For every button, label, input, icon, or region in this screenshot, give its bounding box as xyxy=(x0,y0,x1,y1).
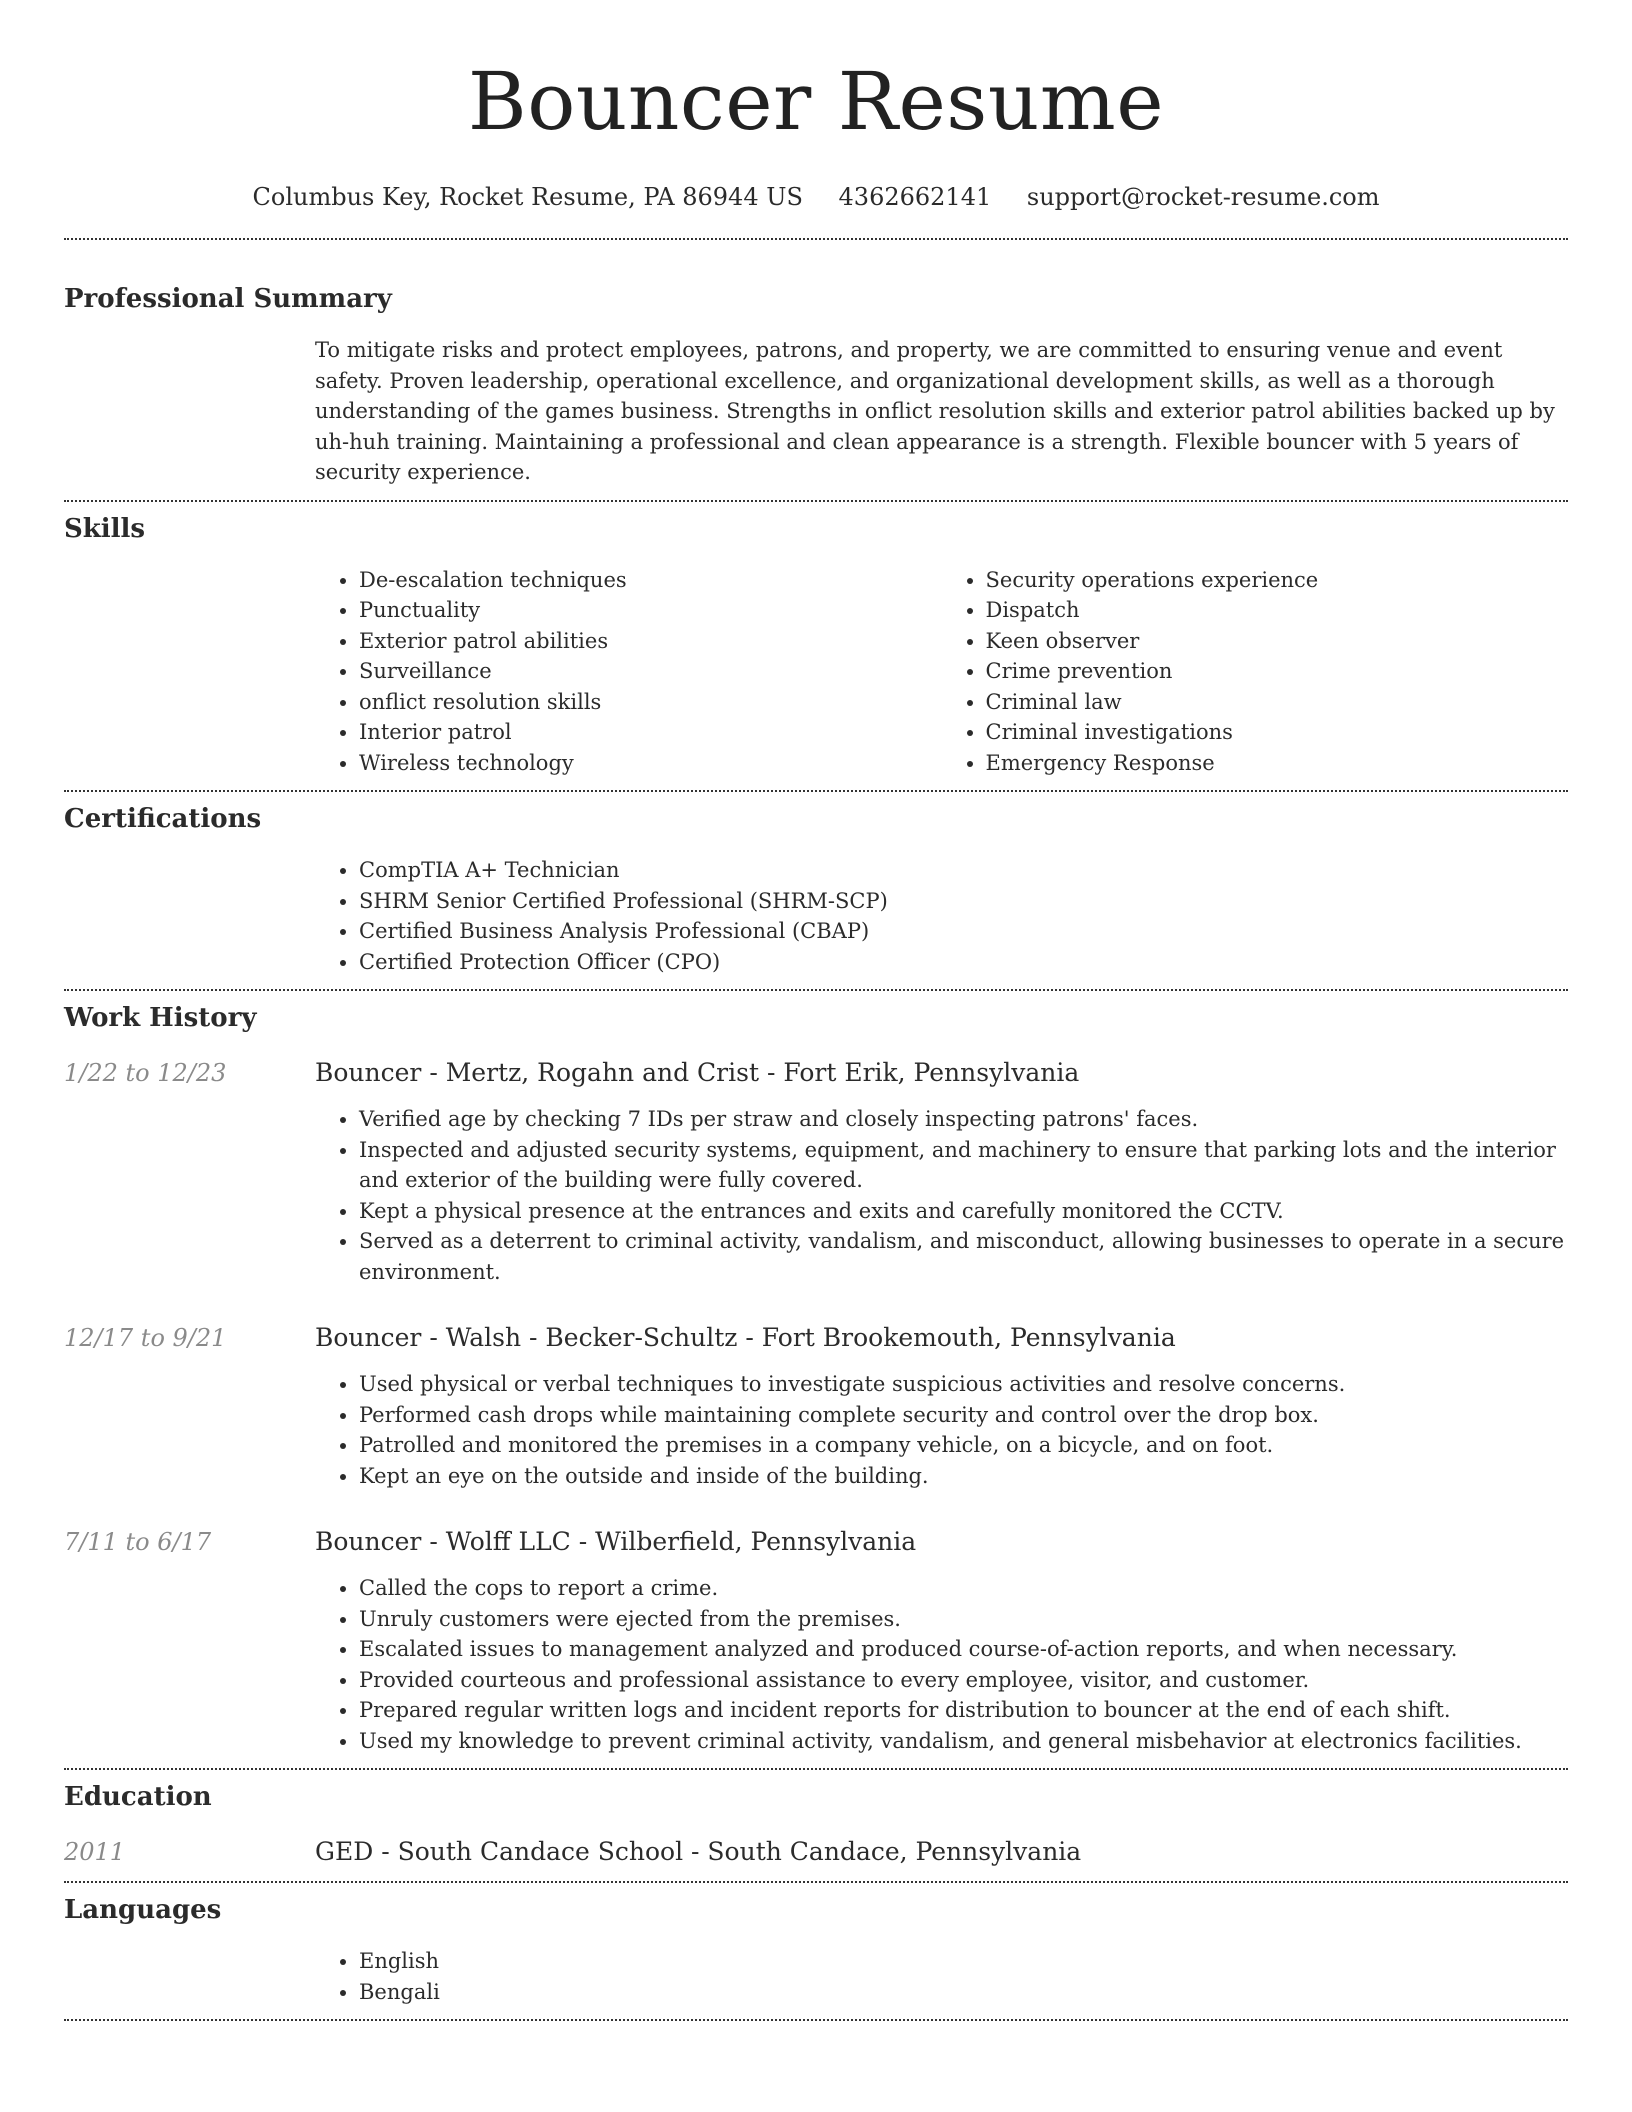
job-bullet: • Inspected and adjusted security systems, equipment, and machinery to ensure that parking lots and the interior and exterior of the building were fully covered. xyxy=(359,1135,1568,1196)
job-bullets xyxy=(315,1573,1568,1756)
education-entry xyxy=(64,1835,1568,1869)
language-item: • Bengali xyxy=(359,1977,1568,2008)
education-degree: GED - South Candace School - South Candace, Pennsylvania xyxy=(315,1837,1082,1866)
languages-list xyxy=(315,1946,1568,2007)
language-item: • English xyxy=(359,1946,1568,1977)
education-heading: Education xyxy=(64,1782,212,1812)
skill-item: • Emergency Response xyxy=(986,748,1569,779)
job-description xyxy=(315,1573,1568,1756)
skills-section xyxy=(64,502,1568,779)
languages-heading: Languages xyxy=(64,1895,222,1925)
job-bullet: • Unruly customers were ejected from the premises. xyxy=(359,1604,1568,1635)
skills-list-left xyxy=(315,565,942,779)
certifications-section xyxy=(64,792,1568,977)
education-year: 2011 xyxy=(64,1838,126,1866)
job-bullet: • Used physical or verbal techniques to investigate suspicious activities and resolve concerns. xyxy=(359,1369,1568,1400)
skill-item: • Dispatch xyxy=(986,595,1569,626)
contact-address: Columbus Key, Rocket Resume, PA 86944 US xyxy=(252,183,803,211)
skill-item: • Punctuality xyxy=(359,595,942,626)
work-history-section xyxy=(64,991,1568,1756)
languages-section xyxy=(64,1883,1568,2007)
job-header xyxy=(64,1321,1568,1355)
certifications-list xyxy=(315,855,1568,977)
skill-item: • Interior patrol xyxy=(359,717,942,748)
job-bullet: • Used my knowledge to prevent criminal activity, vandalism, and general misbehavior at electronics facilities. xyxy=(359,1726,1568,1757)
skill-item: • Exterior patrol abilities xyxy=(359,626,942,657)
job-bullet: • Escalated issues to management analyzed and produced course-of-action reports, and when necessary. xyxy=(359,1634,1568,1665)
skill-item: • Wireless technology xyxy=(359,748,942,779)
job-entry xyxy=(64,1321,1568,1491)
skill-item: • De-escalation techniques xyxy=(359,565,942,596)
job-bullet: • Kept a physical presence at the entrances and exits and carefully monitored the CCTV. xyxy=(359,1196,1568,1227)
summary-section xyxy=(64,240,1568,488)
job-title: Bouncer - Mertz, Rogahn and Crist - Fort Erik, Pennsylvania xyxy=(315,1058,1080,1087)
job-bullet: • Served as a deterrent to criminal activity, vandalism, and misconduct, allowing businesses to operate in a secure environment. xyxy=(359,1226,1568,1287)
certification-item: • CompTIA A+ Technician xyxy=(359,855,1568,886)
job-dates: 12/17 to 9/21 xyxy=(64,1324,227,1352)
job-entry xyxy=(64,1525,1568,1756)
skill-item: • onflict resolution skills xyxy=(359,687,942,718)
job-bullet: • Performed cash drops while maintaining complete security and control over the drop box. xyxy=(359,1400,1568,1431)
certification-item: • Certified Business Analysis Professional (CBAP) xyxy=(359,916,1568,947)
skill-item: • Surveillance xyxy=(359,656,942,687)
contact-email: support@rocket-resume.com xyxy=(1026,183,1380,211)
skills-heading: Skills xyxy=(64,513,146,544)
job-bullet: • Patrolled and monitored the premises in a company vehicle, on a bicycle, and on foot. xyxy=(359,1430,1568,1461)
contact-phone: 4362662141 xyxy=(838,183,992,211)
certification-item: • SHRM Senior Certified Professional (SHRM-SCP) xyxy=(359,886,1568,917)
job-description xyxy=(315,1369,1568,1491)
job-description xyxy=(315,1104,1568,1287)
job-dates: 7/11 to 6/17 xyxy=(64,1528,212,1556)
certifications-content xyxy=(315,855,1568,977)
job-bullets xyxy=(315,1104,1568,1287)
contact-line xyxy=(64,180,1568,214)
job-bullet: • Provided courteous and professional assistance to every employee, visitor, and customer. xyxy=(359,1665,1568,1696)
summary-heading: Professional Summary xyxy=(64,284,392,314)
resume-title: Bouncer Resume xyxy=(467,55,1165,148)
divider xyxy=(64,2019,1568,2021)
skills-list-right xyxy=(942,565,1569,779)
skills-grid xyxy=(315,565,1568,779)
skill-item: • Criminal law xyxy=(986,687,1569,718)
certifications-heading: Certifications xyxy=(64,804,262,834)
job-bullets xyxy=(315,1369,1568,1491)
job-header xyxy=(64,1525,1568,1559)
work-history-heading: Work History xyxy=(64,1003,257,1033)
skill-item: • Keen observer xyxy=(986,626,1569,657)
job-entry xyxy=(64,1056,1568,1287)
job-bullet: • Called the cops to report a crime. xyxy=(359,1573,1568,1604)
job-bullet: • Verified age by checking 7 IDs per straw and closely inspecting patrons' faces. xyxy=(359,1104,1568,1135)
job-bullet: • Prepared regular written logs and incident reports for distribution to bouncer at the end of each shift. xyxy=(359,1695,1568,1726)
skill-item: • Crime prevention xyxy=(986,656,1569,687)
job-bullet: • Kept an eye on the outside and inside of the building. xyxy=(359,1461,1568,1492)
job-title: Bouncer - Wolff LLC - Wilberfield, Pennsylvania xyxy=(315,1527,917,1556)
job-header xyxy=(64,1056,1568,1090)
languages-content xyxy=(315,1946,1568,2007)
summary-text: To mitigate risks and protect employees, patrons, and property, we are committed to ensuring venue and event safety. Proven leadership, operational excellence, and organizational development skills, as well as a thorough understanding of the games business. Strengths in onflict resolution skills and exterior patrol abilities backed up by uh-huh training. Maintaining a professional and clean appearance is a strength. Flexible bouncer with 5 years of security experience. xyxy=(315,338,1555,484)
skill-item: • Security operations experience xyxy=(986,565,1569,596)
job-dates: 1/22 to 12/23 xyxy=(64,1059,227,1087)
education-section xyxy=(64,1770,1568,1869)
skill-item: • Criminal investigations xyxy=(986,717,1569,748)
job-title: Bouncer - Walsh - Becker-Schultz - Fort Brookemouth, Pennsylvania xyxy=(315,1323,1176,1352)
certification-item: • Certified Protection Officer (CPO) xyxy=(359,947,1568,978)
